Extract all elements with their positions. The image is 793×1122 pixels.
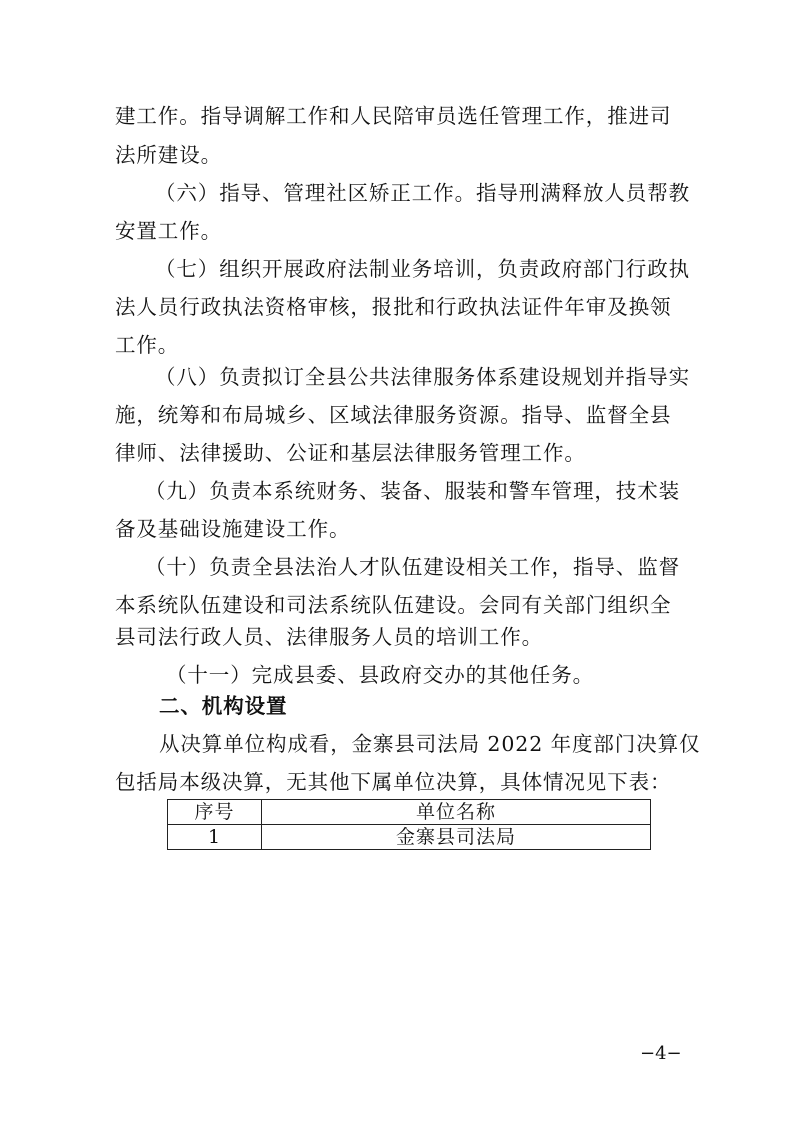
paragraph-line: 施，统筹和布局城乡、区域法律服务资源。指导、监督全县: [115, 403, 672, 427]
table-header-row: [168, 800, 651, 825]
table-cell: 金寨县司法局: [262, 825, 651, 850]
paragraph-line: （八）负责拟订全县公共法律服务体系建设规划并指导实: [155, 365, 690, 389]
paragraph-line: 法人员行政执法资格审核，报批和行政执法证件年审及换领: [115, 295, 672, 319]
paragraph-line: 建工作。指导调解工作和人民陪审员选任管理工作，推进司: [115, 104, 672, 128]
paragraph-line: （七）组织开展政府法制业务培训，负责政府部门行政执: [155, 257, 690, 281]
paragraph-line: （九）负责本系统财务、装备、服装和警车管理，技术装: [145, 479, 680, 503]
table-cell: 1: [168, 825, 262, 850]
table-header-cell: 单位名称: [262, 800, 651, 825]
paragraph-line: 备及基础设施建设工作。: [115, 517, 351, 541]
table-row: [168, 825, 651, 850]
section-heading: 二、机构设置: [159, 694, 288, 718]
paragraph-line: （十）负责全县法治人才队伍建设相关工作，指导、监督: [145, 555, 680, 579]
table-header-cell: 序号: [168, 800, 262, 825]
paragraph-line: （十一）完成县委、县政府交办的其他任务。: [166, 663, 594, 687]
unit-table: [167, 799, 651, 850]
paragraph-line: （六）指导、管理社区矫正工作。指导刑满释放人员帮教: [155, 181, 690, 205]
paragraph-line: 法所建设。: [115, 143, 222, 167]
paragraph-line: 安置工作。: [115, 219, 222, 243]
intro-line: 从决算单位构成看，金寨县司法局 2022 年度部门决算仅: [159, 732, 701, 756]
page-number: −4−: [640, 1043, 682, 1064]
intro-line: 包括局本级决算，无其他下属单位决算，具体情况见下表：: [115, 770, 672, 794]
paragraph-line: 工作。: [115, 333, 180, 357]
paragraph-line: 本系统队伍建设和司法系统队伍建设。会同有关部门组织全: [115, 593, 672, 617]
paragraph-line: 律师、法律援助、公证和基层法律服务管理工作。: [115, 441, 586, 465]
paragraph-line: 县司法行政人员、法律服务人员的培训工作。: [115, 625, 543, 649]
